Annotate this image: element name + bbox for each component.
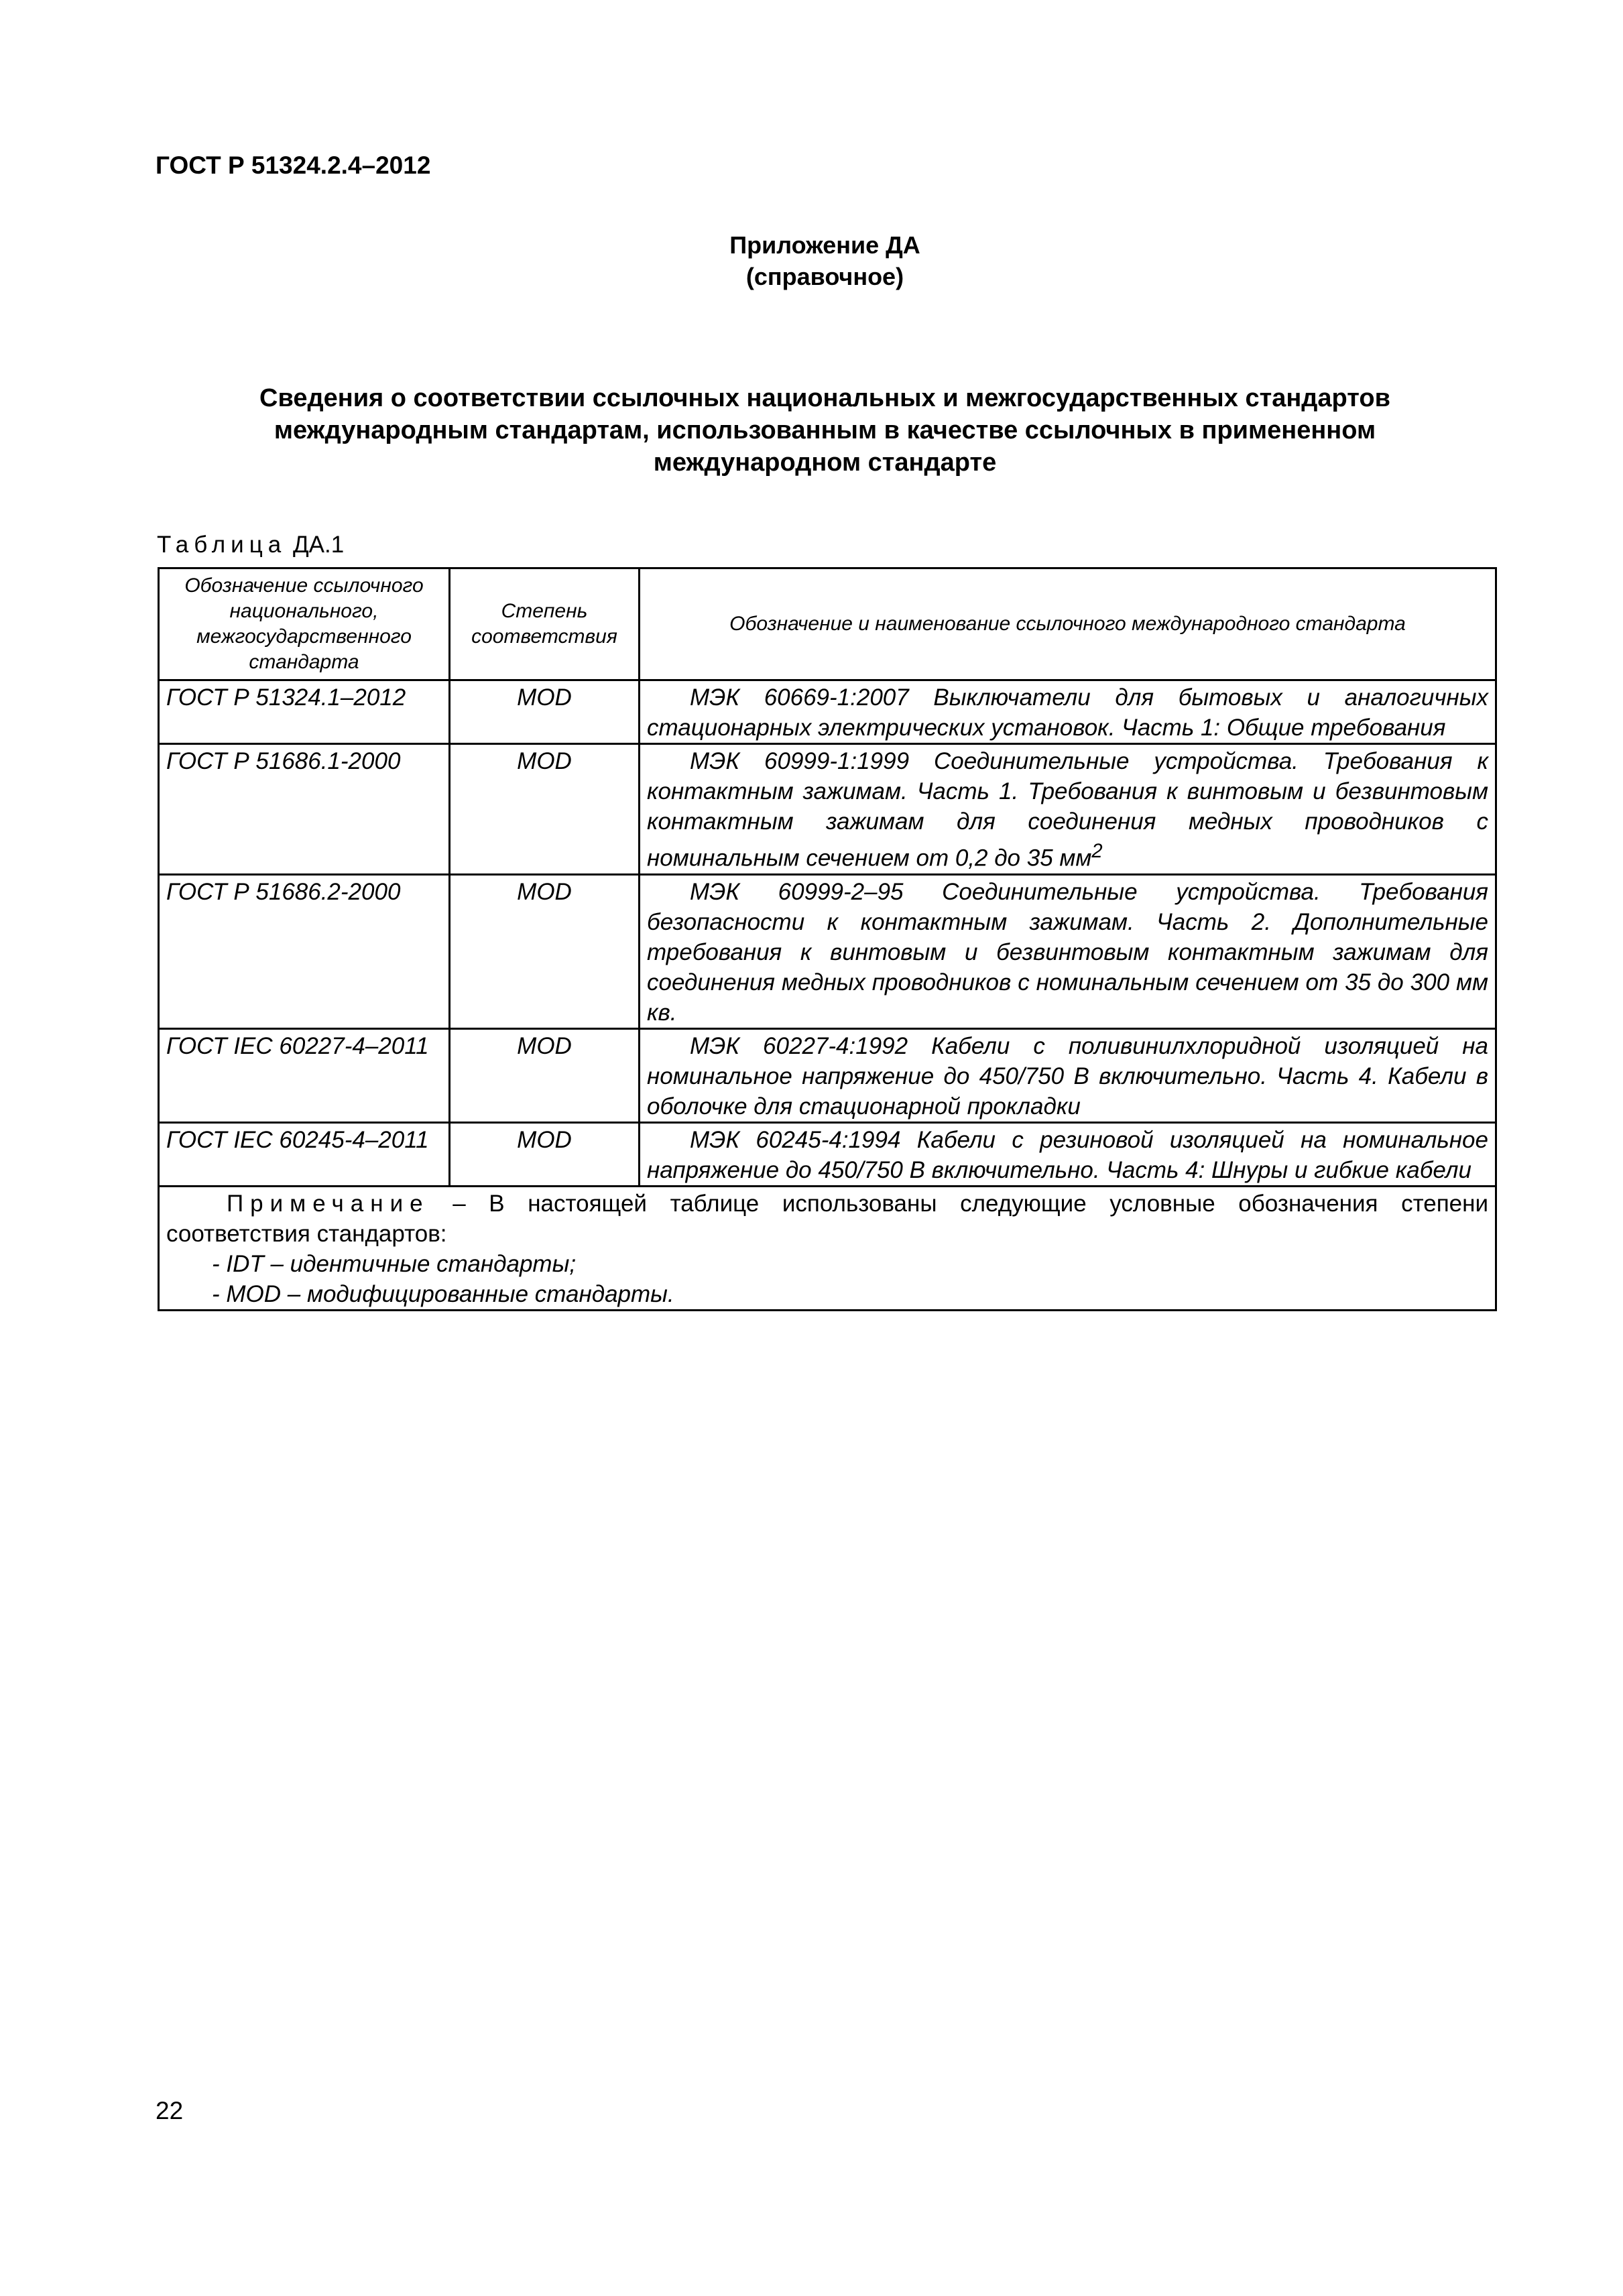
standards-table (158, 567, 1497, 1311)
appendix-title-block (156, 229, 1494, 292)
cell-national-standard: ГОСТ IEC 60227-4–2011 (159, 1028, 450, 1122)
table-row (159, 874, 1496, 1028)
cell-degree: MOD (450, 1122, 640, 1186)
table-caption-id: ДА.1 (292, 532, 345, 558)
header-international-standard: Обозначение и наименование ссылочного международного стандарта (640, 568, 1496, 680)
cell-degree: MOD (450, 680, 640, 744)
note-text: – В настоящей таблице использованы следующие условные обозначения степени соответствия стандартов: (166, 1190, 1488, 1247)
cell-international-standard-text: МЭК 60999-1:1999 Соединительные устройства. Требования к контактным зажимам. Часть 1. Требования к винтовым и безвинтовым контактным зажимам для соединения медных проводников с номинальным сечением от 0,2 до 35 мм (647, 748, 1488, 871)
cell-national-standard: ГОСТ IEC 60245-4–2011 (159, 1122, 450, 1186)
heading-line-3: международном стандарте (653, 448, 997, 477)
note-label: Примечание (227, 1190, 430, 1217)
table-row (159, 1122, 1496, 1186)
header-national-standard: Обозначение ссылочного национального, межгосударственного стандарта (159, 568, 450, 680)
table-note-row (159, 1186, 1496, 1310)
table-header-row (159, 568, 1496, 680)
cell-international-standard: МЭК 60669-1:2007 Выключатели для бытовых и аналогичных стационарных электрических установок. Часть 1: Общие требования (640, 680, 1496, 744)
table-row (159, 680, 1496, 744)
heading-line-2: международным стандартам, использованным в качестве ссылочных в примененном (274, 416, 1376, 444)
table-caption (157, 532, 344, 558)
cell-national-standard: ГОСТ Р 51324.1–2012 (159, 680, 450, 744)
cell-international-standard: МЭК 60227-4:1992 Кабели с поливинилхлоридной изоляцией на номинальное напряжение до 450/750 В включительно. Часть 4. Кабели в оболочке для стационарной прокладки (640, 1028, 1496, 1122)
cell-degree: MOD (450, 744, 640, 875)
note-item-idt: - IDT – идентичные стандарты; (212, 1250, 577, 1277)
appendix-subtitle: (справочное) (745, 263, 904, 290)
appendix-title: Приложение ДА (729, 231, 920, 259)
heading-line-1: Сведения о соответствии ссылочных национальных и межгосударственных стандартов (259, 384, 1390, 412)
superscript-exponent: 2 (1091, 841, 1103, 862)
table-row (159, 1028, 1496, 1122)
table-row (159, 744, 1496, 875)
table-caption-word: Таблица (157, 532, 287, 558)
cell-degree: MOD (450, 1028, 640, 1122)
cell-national-standard: ГОСТ Р 51686.1-2000 (159, 744, 450, 875)
page-number: 22 (156, 2097, 184, 2124)
header-degree: Степень соответствия (450, 568, 640, 680)
document-code: ГОСТ Р 51324.2.4–2012 (156, 152, 431, 179)
cell-national-standard: ГОСТ Р 51686.2-2000 (159, 874, 450, 1028)
cell-degree: MOD (450, 874, 640, 1028)
cell-international-standard: МЭК 60245-4:1994 Кабели с резиновой изоляцией на номинальное напряжение до 450/750 В включительно. Часть 4: Шнуры и гибкие кабели (640, 1122, 1496, 1186)
cell-international-standard (640, 744, 1496, 875)
section-heading (156, 382, 1494, 479)
cell-international-standard: МЭК 60999-2–95 Соединительные устройства. Требования безопасности к контактным зажимам. Часть 2. Дополнительные требования к винтовым и безвинтовым контактным зажимам для соединения медных проводников с номинальным сечением от 35 до 300 мм кв. (640, 874, 1496, 1028)
table-note (159, 1186, 1496, 1310)
note-paragraph (166, 1189, 1488, 1249)
note-item-mod: - MOD – модифицированные стандарты. (212, 1280, 674, 1307)
